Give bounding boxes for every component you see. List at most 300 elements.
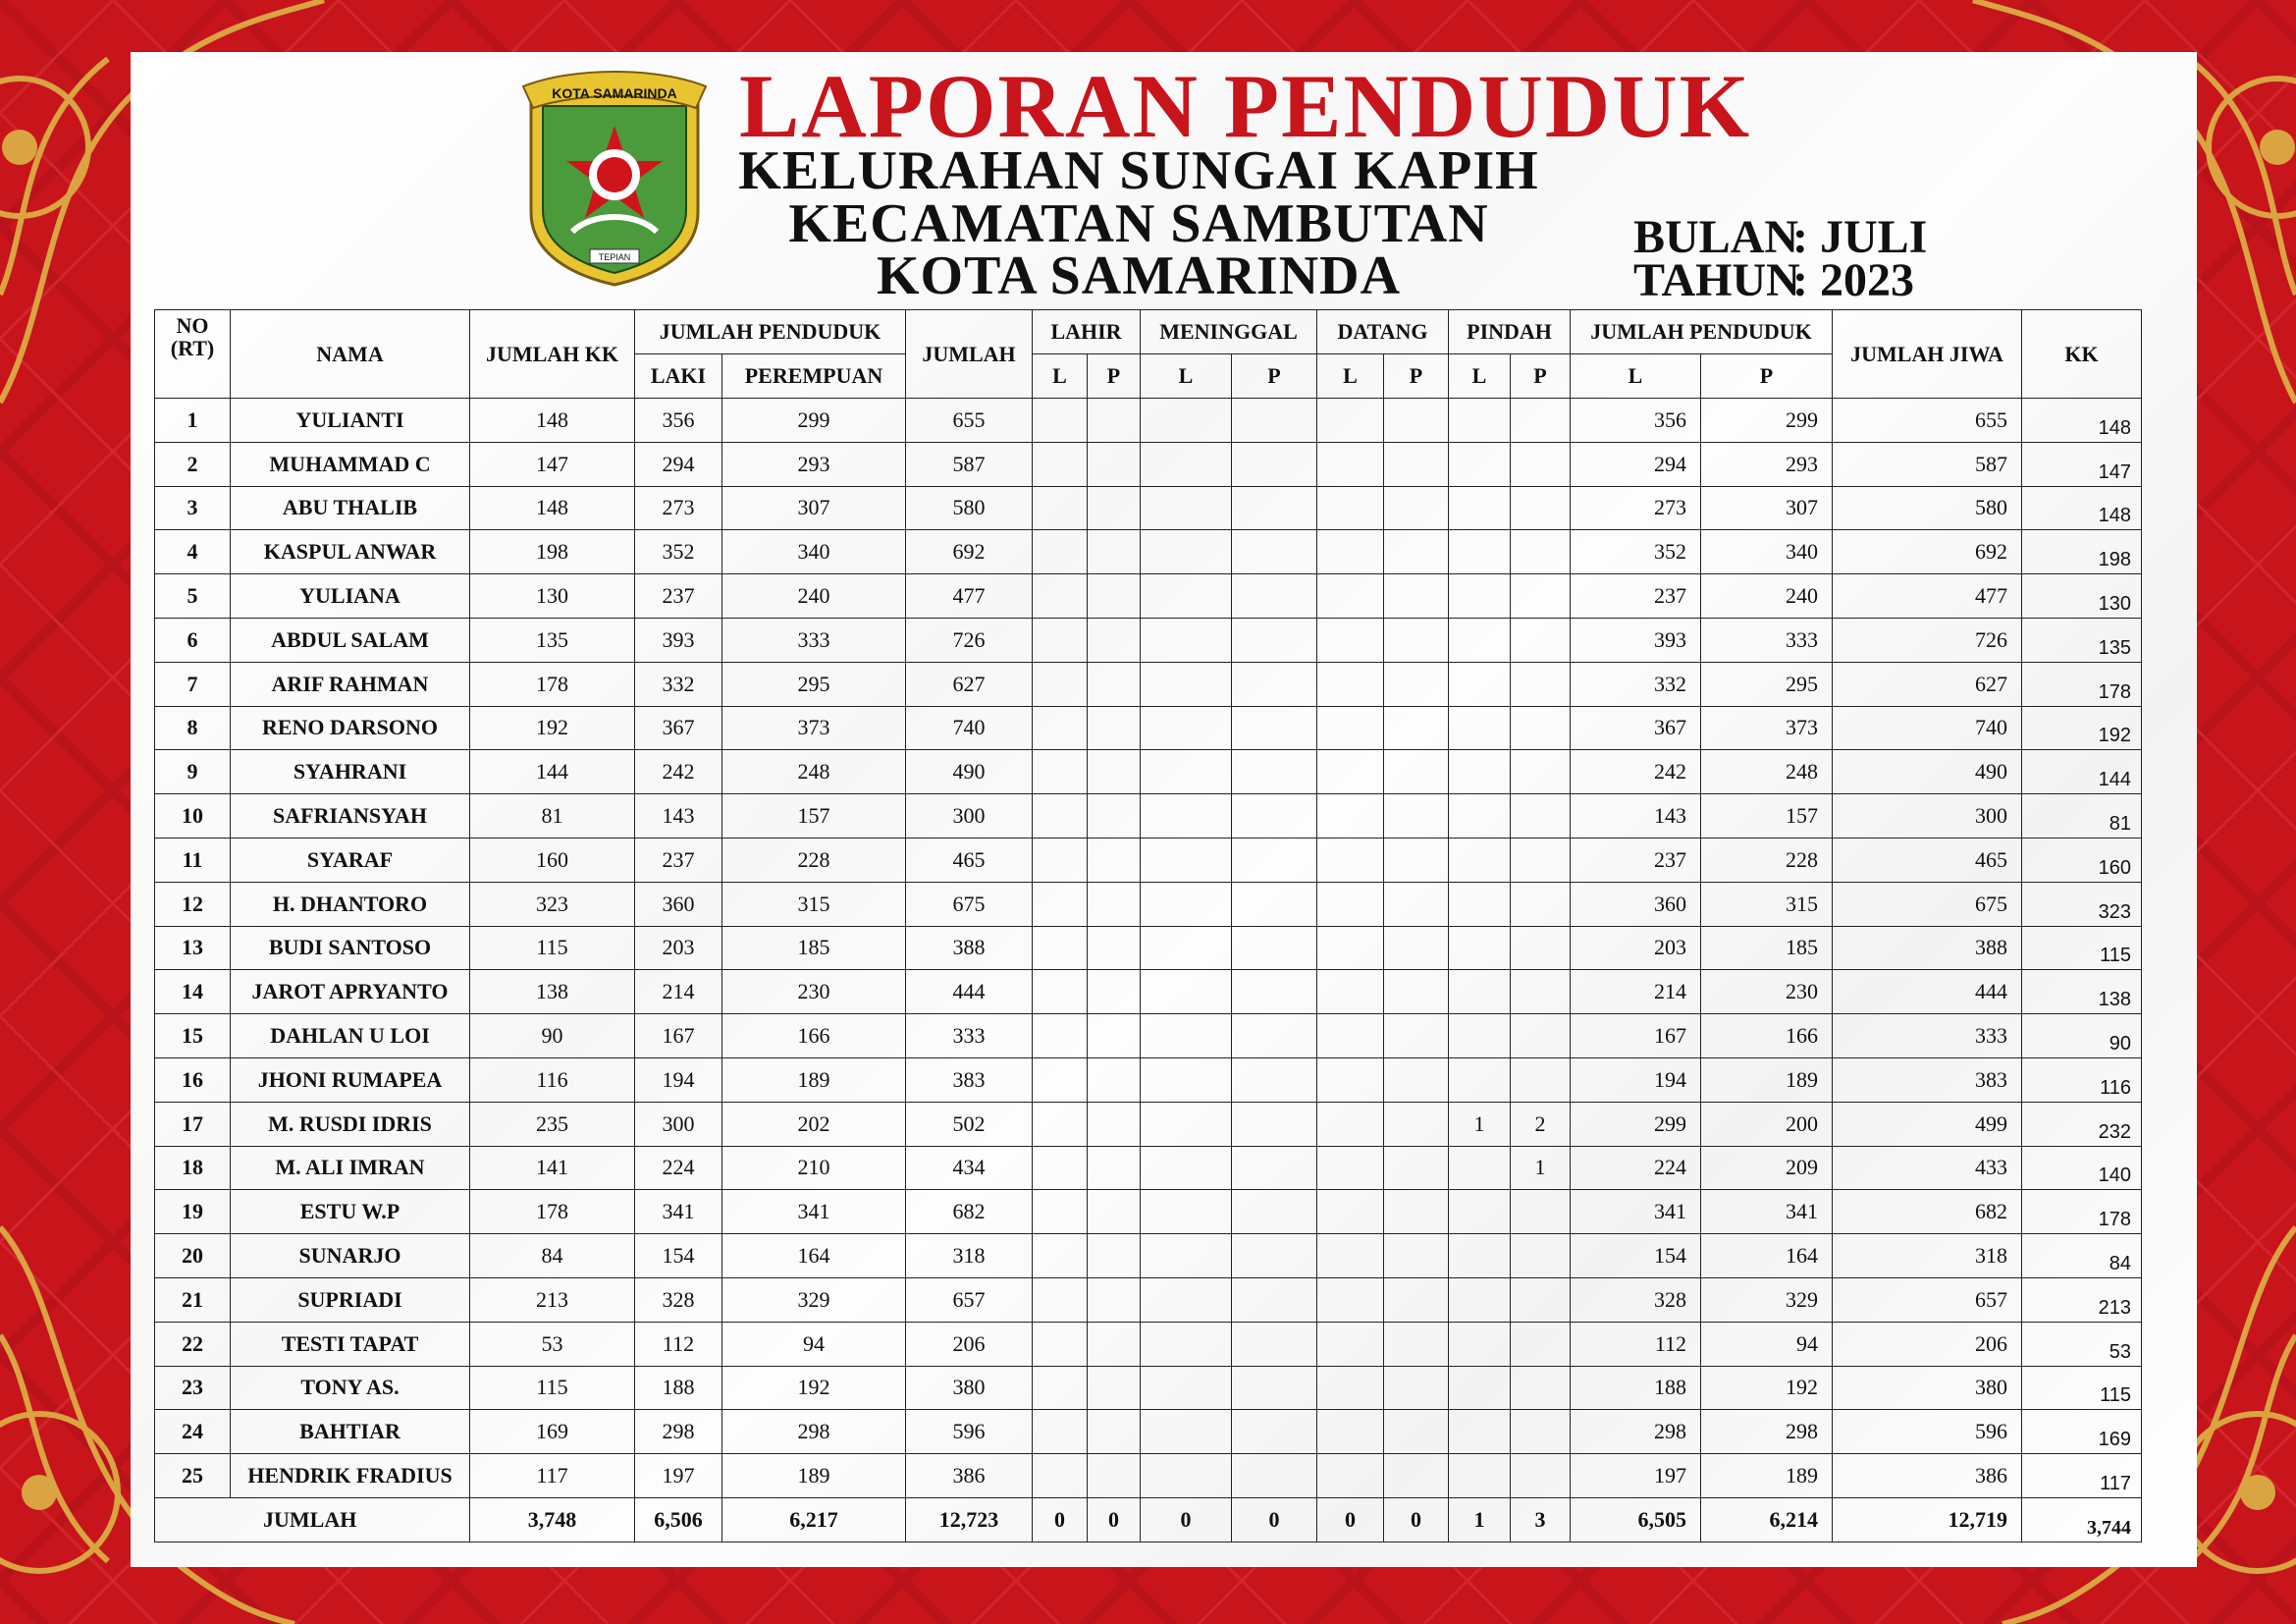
col-datang-l: L — [1317, 354, 1384, 399]
cell-laki: 332 — [635, 662, 722, 706]
report-title: LAPORAN PENDUDUK — [739, 56, 1752, 156]
cell-nama: M. RUSDI IDRIS — [231, 1102, 470, 1146]
cell-datang-p — [1384, 1277, 1449, 1322]
cell-datang-l — [1317, 750, 1384, 794]
cell-no: 20 — [155, 1234, 231, 1278]
cell-nama: M. ALI IMRAN — [231, 1146, 470, 1190]
cell-no: 25 — [155, 1454, 231, 1498]
cell-akhir-p: 192 — [1701, 1366, 1833, 1410]
cell-no: 19 — [155, 1190, 231, 1234]
cell-lahir-l — [1033, 926, 1088, 970]
cell-lahir-l — [1033, 1057, 1088, 1102]
cell-pindah-l — [1449, 662, 1511, 706]
cell-kk-akhir: 192 — [2022, 706, 2142, 750]
cell-akhir-l: 294 — [1571, 442, 1701, 486]
cell-kk-akhir: 178 — [2022, 662, 2142, 706]
cell-akhir-p: 373 — [1701, 706, 1833, 750]
cell-lahir-p — [1088, 1234, 1141, 1278]
cell-pindah-p — [1511, 1234, 1571, 1278]
cell-lahir-p — [1088, 1454, 1141, 1498]
cell-perempuan: 329 — [722, 1277, 906, 1322]
cell-pindah-l — [1449, 574, 1511, 619]
cell-kk-akhir: 115 — [2022, 1366, 2142, 1410]
table-row — [155, 574, 2142, 619]
cell-akhir-l: 356 — [1571, 399, 1701, 443]
cell-jiwa: 444 — [1833, 970, 2022, 1014]
cell-kk-akhir: 117 — [2022, 1454, 2142, 1498]
cell-nama: DAHLAN U LOI — [231, 1014, 470, 1058]
cell-pindah-l — [1449, 1410, 1511, 1454]
total-lahir-p: 0 — [1088, 1497, 1141, 1542]
cell-jiwa: 587 — [1833, 442, 2022, 486]
cell-laki: 194 — [635, 1057, 722, 1102]
cell-kk: 90 — [470, 1014, 635, 1058]
cell-jumlah: 477 — [906, 574, 1033, 619]
cell-kk: 115 — [470, 1366, 635, 1410]
cell-lahir-p — [1088, 1014, 1141, 1058]
cell-lahir-l — [1033, 486, 1088, 530]
table-row — [155, 1410, 2142, 1454]
cell-no: 9 — [155, 750, 231, 794]
cell-no: 24 — [155, 1410, 231, 1454]
cell-pindah-l — [1449, 1366, 1511, 1410]
cell-perempuan: 228 — [722, 838, 906, 882]
cell-kk-akhir: 116 — [2022, 1057, 2142, 1102]
cell-datang-l — [1317, 1102, 1384, 1146]
cell-no: 21 — [155, 1277, 231, 1322]
cell-akhir-l: 224 — [1571, 1146, 1701, 1190]
cell-lahir-p — [1088, 970, 1141, 1014]
cell-pindah-p — [1511, 926, 1571, 970]
cell-perempuan: 189 — [722, 1454, 906, 1498]
total-laki: 6,506 — [635, 1497, 722, 1542]
cell-datang-l — [1317, 1366, 1384, 1410]
col-datang-p: P — [1384, 354, 1449, 399]
total-datang-p: 0 — [1384, 1497, 1449, 1542]
cell-meninggal-l — [1141, 882, 1232, 926]
total-kk: 3,748 — [470, 1497, 635, 1542]
cell-no: 12 — [155, 882, 231, 926]
cell-lahir-l — [1033, 1190, 1088, 1234]
cell-akhir-p: 315 — [1701, 882, 1833, 926]
cell-perempuan: 373 — [722, 706, 906, 750]
cell-jiwa: 383 — [1833, 1057, 2022, 1102]
cell-laki: 294 — [635, 442, 722, 486]
tahun-line — [1633, 254, 1914, 306]
cell-meninggal-p — [1232, 1410, 1317, 1454]
cell-lahir-l — [1033, 970, 1088, 1014]
cell-kk: 130 — [470, 574, 635, 619]
cell-jumlah: 333 — [906, 1014, 1033, 1058]
cell-no: 16 — [155, 1057, 231, 1102]
cell-lahir-p — [1088, 442, 1141, 486]
cell-meninggal-l — [1141, 838, 1232, 882]
cell-laki: 167 — [635, 1014, 722, 1058]
cell-akhir-p: 295 — [1701, 662, 1833, 706]
cell-datang-l — [1317, 882, 1384, 926]
cell-nama: MUHAMMAD C — [231, 442, 470, 486]
cell-nama: SUPRIADI — [231, 1277, 470, 1322]
cell-laki: 360 — [635, 882, 722, 926]
cell-meninggal-l — [1141, 486, 1232, 530]
cell-kk: 178 — [470, 1190, 635, 1234]
cell-datang-p — [1384, 926, 1449, 970]
cell-pindah-l — [1449, 530, 1511, 574]
cell-meninggal-l — [1141, 750, 1232, 794]
cell-laki: 154 — [635, 1234, 722, 1278]
cell-jumlah: 596 — [906, 1410, 1033, 1454]
cell-akhir-p: 230 — [1701, 970, 1833, 1014]
cell-pindah-p — [1511, 970, 1571, 1014]
col-no: NO (RT) — [155, 310, 231, 399]
cell-datang-p — [1384, 1146, 1449, 1190]
cell-datang-p — [1384, 442, 1449, 486]
cell-kk: 148 — [470, 486, 635, 530]
cell-jumlah: 380 — [906, 1366, 1033, 1410]
cell-pindah-p — [1511, 794, 1571, 839]
cell-akhir-p: 228 — [1701, 838, 1833, 882]
cell-pindah-p — [1511, 1277, 1571, 1322]
cell-meninggal-l — [1141, 1322, 1232, 1366]
cell-kk: 198 — [470, 530, 635, 574]
total-pindah-l: 1 — [1449, 1497, 1511, 1542]
cell-jumlah: 682 — [906, 1190, 1033, 1234]
cell-meninggal-p — [1232, 574, 1317, 619]
cell-jumlah: 206 — [906, 1322, 1033, 1366]
table-row — [155, 882, 2142, 926]
cell-perempuan: 230 — [722, 970, 906, 1014]
cell-perempuan: 202 — [722, 1102, 906, 1146]
col-jumlah-kk: JUMLAH KK — [470, 310, 635, 399]
cell-meninggal-l — [1141, 442, 1232, 486]
cell-jumlah: 655 — [906, 399, 1033, 443]
cell-datang-l — [1317, 1322, 1384, 1366]
tahun-value: : 2023 — [1792, 254, 1914, 306]
cell-laki: 356 — [635, 399, 722, 443]
cell-akhir-l: 214 — [1571, 970, 1701, 1014]
cell-meninggal-l — [1141, 1014, 1232, 1058]
cell-jumlah: 675 — [906, 882, 1033, 926]
cell-akhir-l: 242 — [1571, 750, 1701, 794]
cell-datang-p — [1384, 486, 1449, 530]
cell-perempuan: 185 — [722, 926, 906, 970]
cell-laki: 242 — [635, 750, 722, 794]
cell-laki: 143 — [635, 794, 722, 839]
cell-jiwa: 682 — [1833, 1190, 2022, 1234]
table-row — [155, 794, 2142, 839]
cell-kk: 53 — [470, 1322, 635, 1366]
cell-akhir-l: 341 — [1571, 1190, 1701, 1234]
kecamatan-line: KECAMATAN SAMBUTAN — [788, 193, 1489, 254]
cell-meninggal-p — [1232, 618, 1317, 662]
table-row — [155, 706, 2142, 750]
cell-pindah-p — [1511, 838, 1571, 882]
cell-nama: JHONI RUMAPEA — [231, 1057, 470, 1102]
cell-kk-akhir: 144 — [2022, 750, 2142, 794]
cell-kk: 235 — [470, 1102, 635, 1146]
cell-lahir-l — [1033, 706, 1088, 750]
cell-datang-l — [1317, 970, 1384, 1014]
cell-akhir-p: 157 — [1701, 794, 1833, 839]
col-lahir-l: L — [1033, 354, 1088, 399]
cell-pindah-l — [1449, 399, 1511, 443]
cell-kk: 115 — [470, 926, 635, 970]
cell-datang-p — [1384, 1322, 1449, 1366]
cell-datang-p — [1384, 838, 1449, 882]
cell-pindah-l — [1449, 1234, 1511, 1278]
cell-akhir-l: 328 — [1571, 1277, 1701, 1322]
cell-datang-l — [1317, 618, 1384, 662]
cell-akhir-p: 340 — [1701, 530, 1833, 574]
table-row — [155, 486, 2142, 530]
cell-kk-akhir: 323 — [2022, 882, 2142, 926]
cell-meninggal-p — [1232, 1057, 1317, 1102]
cell-no: 22 — [155, 1322, 231, 1366]
cell-kk-akhir: 90 — [2022, 1014, 2142, 1058]
cell-laki: 224 — [635, 1146, 722, 1190]
table-row — [155, 618, 2142, 662]
bulan-label: BULAN — [1633, 211, 1799, 263]
cell-pindah-l — [1449, 882, 1511, 926]
table-row — [155, 399, 2142, 443]
cell-datang-l — [1317, 794, 1384, 839]
cell-lahir-p — [1088, 662, 1141, 706]
cell-datang-l — [1317, 442, 1384, 486]
table-row — [155, 926, 2142, 970]
cell-kk-akhir: 198 — [2022, 530, 2142, 574]
cell-pindah-p — [1511, 1454, 1571, 1498]
cell-no: 6 — [155, 618, 231, 662]
table-row — [155, 1234, 2142, 1278]
cell-lahir-l — [1033, 618, 1088, 662]
total-datang-l: 0 — [1317, 1497, 1384, 1542]
cell-kk-akhir: 84 — [2022, 1234, 2142, 1278]
cell-perempuan: 315 — [722, 882, 906, 926]
cell-meninggal-l — [1141, 970, 1232, 1014]
cell-nama: BUDI SANTOSO — [231, 926, 470, 970]
cell-pindah-p — [1511, 1190, 1571, 1234]
cell-lahir-p — [1088, 1057, 1141, 1102]
cell-kk-akhir: 130 — [2022, 574, 2142, 619]
cell-datang-p — [1384, 1190, 1449, 1234]
cell-akhir-p: 189 — [1701, 1454, 1833, 1498]
cell-kk-akhir: 81 — [2022, 794, 2142, 839]
cell-akhir-l: 298 — [1571, 1410, 1701, 1454]
cell-meninggal-l — [1141, 1057, 1232, 1102]
cell-meninggal-l — [1141, 1146, 1232, 1190]
cell-pindah-p — [1511, 1057, 1571, 1102]
cell-pindah-l — [1449, 618, 1511, 662]
col-laki: LAKI — [635, 354, 722, 399]
cell-lahir-l — [1033, 1454, 1088, 1498]
cell-pindah-p — [1511, 530, 1571, 574]
cell-jumlah: 434 — [906, 1146, 1033, 1190]
cell-meninggal-l — [1141, 1234, 1232, 1278]
cell-nama: ESTU W.P — [231, 1190, 470, 1234]
cell-laki: 300 — [635, 1102, 722, 1146]
cell-akhir-p: 240 — [1701, 574, 1833, 619]
kelurahan-line: KELURAHAN SUNGAI KAPIH — [738, 140, 1539, 201]
cell-no: 4 — [155, 530, 231, 574]
table-row — [155, 1190, 2142, 1234]
cell-jumlah: 692 — [906, 530, 1033, 574]
cell-lahir-l — [1033, 1234, 1088, 1278]
cell-datang-p — [1384, 970, 1449, 1014]
cell-nama: ARIF RAHMAN — [231, 662, 470, 706]
cell-akhir-l: 112 — [1571, 1322, 1701, 1366]
cell-pindah-l — [1449, 794, 1511, 839]
cell-lahir-l — [1033, 574, 1088, 619]
cell-jumlah: 300 — [906, 794, 1033, 839]
cell-datang-p — [1384, 1102, 1449, 1146]
cell-pindah-p — [1511, 486, 1571, 530]
cell-lahir-p — [1088, 1102, 1141, 1146]
cell-akhir-p: 164 — [1701, 1234, 1833, 1278]
cell-pindah-p — [1511, 1014, 1571, 1058]
cell-akhir-l: 188 — [1571, 1366, 1701, 1410]
cell-perempuan: 210 — [722, 1146, 906, 1190]
bulan-value: : JULI — [1792, 211, 1928, 263]
col-lahir: LAHIR — [1033, 310, 1141, 354]
cell-laki: 203 — [635, 926, 722, 970]
cell-jiwa: 433 — [1833, 1146, 2022, 1190]
cell-pindah-l — [1449, 706, 1511, 750]
cell-jumlah: 740 — [906, 706, 1033, 750]
cell-kk: 84 — [470, 1234, 635, 1278]
col-jumlah-jiwa: JUMLAH JIWA — [1833, 310, 2022, 399]
cell-meninggal-p — [1232, 1014, 1317, 1058]
cell-jiwa: 490 — [1833, 750, 2022, 794]
kota-line: KOTA SAMARINDA — [876, 245, 1402, 306]
total-label: JUMLAH — [155, 1497, 470, 1542]
cell-lahir-p — [1088, 794, 1141, 839]
cell-meninggal-l — [1141, 618, 1232, 662]
cell-pindah-l — [1449, 1190, 1511, 1234]
cell-akhir-l: 143 — [1571, 794, 1701, 839]
cell-lahir-p — [1088, 530, 1141, 574]
cell-lahir-p — [1088, 750, 1141, 794]
cell-datang-p — [1384, 574, 1449, 619]
cell-akhir-l: 360 — [1571, 882, 1701, 926]
cell-meninggal-p — [1232, 486, 1317, 530]
table-row — [155, 1322, 2142, 1366]
cell-kk-akhir: 147 — [2022, 442, 2142, 486]
cell-lahir-l — [1033, 1102, 1088, 1146]
cell-datang-l — [1317, 486, 1384, 530]
cell-jiwa: 740 — [1833, 706, 2022, 750]
cell-datang-p — [1384, 1057, 1449, 1102]
cell-pindah-p — [1511, 1410, 1571, 1454]
cell-nama: BAHTIAR — [231, 1410, 470, 1454]
cell-jumlah: 627 — [906, 662, 1033, 706]
cell-datang-p — [1384, 706, 1449, 750]
cell-meninggal-p — [1232, 1234, 1317, 1278]
cell-meninggal-l — [1141, 662, 1232, 706]
cell-akhir-l: 167 — [1571, 1014, 1701, 1058]
cell-nama: SYARAF — [231, 838, 470, 882]
cell-no: 8 — [155, 706, 231, 750]
cell-nama: SYAHRANI — [231, 750, 470, 794]
cell-kk: 117 — [470, 1454, 635, 1498]
cell-datang-l — [1317, 1410, 1384, 1454]
cell-perempuan: 166 — [722, 1014, 906, 1058]
cell-lahir-l — [1033, 530, 1088, 574]
cell-jumlah: 444 — [906, 970, 1033, 1014]
cell-kk-akhir: 178 — [2022, 1190, 2142, 1234]
cell-kk-akhir: 140 — [2022, 1146, 2142, 1190]
cell-kk: 178 — [470, 662, 635, 706]
cell-jumlah: 657 — [906, 1277, 1033, 1322]
cell-datang-l — [1317, 1146, 1384, 1190]
cell-jiwa: 627 — [1833, 662, 2022, 706]
cell-meninggal-l — [1141, 1410, 1232, 1454]
cell-pindah-p — [1511, 1322, 1571, 1366]
cell-pindah-l — [1449, 1057, 1511, 1102]
col-jumlah-penduduk: JUMLAH PENDUDUK — [635, 310, 906, 354]
total-lahir-l: 0 — [1033, 1497, 1088, 1542]
cell-akhir-l: 299 — [1571, 1102, 1701, 1146]
cell-no: 2 — [155, 442, 231, 486]
col-pindah-l: L — [1449, 354, 1511, 399]
cell-lahir-p — [1088, 882, 1141, 926]
cell-laki: 197 — [635, 1454, 722, 1498]
cell-datang-p — [1384, 662, 1449, 706]
cell-kk: 144 — [470, 750, 635, 794]
cell-akhir-l: 393 — [1571, 618, 1701, 662]
cell-nama: SUNARJO — [231, 1234, 470, 1278]
cell-datang-l — [1317, 1234, 1384, 1278]
total-row — [155, 1497, 2142, 1542]
cell-perempuan: 240 — [722, 574, 906, 619]
cell-perempuan: 299 — [722, 399, 906, 443]
cell-lahir-p — [1088, 1146, 1141, 1190]
cell-jumlah: 318 — [906, 1234, 1033, 1278]
total-jiwa: 12,719 — [1833, 1497, 2022, 1542]
cell-akhir-l: 332 — [1571, 662, 1701, 706]
cell-pindah-l — [1449, 486, 1511, 530]
cell-meninggal-p — [1232, 1454, 1317, 1498]
cell-jumlah: 386 — [906, 1454, 1033, 1498]
cell-lahir-p — [1088, 399, 1141, 443]
cell-meninggal-p — [1232, 882, 1317, 926]
cell-meninggal-p — [1232, 1322, 1317, 1366]
cell-nama: YULIANTI — [231, 399, 470, 443]
cell-jiwa: 477 — [1833, 574, 2022, 619]
cell-meninggal-p — [1232, 399, 1317, 443]
cell-lahir-p — [1088, 838, 1141, 882]
cell-laki: 298 — [635, 1410, 722, 1454]
cell-kk: 135 — [470, 618, 635, 662]
cell-lahir-l — [1033, 750, 1088, 794]
cell-meninggal-p — [1232, 1146, 1317, 1190]
total-pindah-p: 3 — [1511, 1497, 1571, 1542]
cell-nama: TONY AS. — [231, 1366, 470, 1410]
cell-akhir-l: 237 — [1571, 574, 1701, 619]
cell-pindah-l — [1449, 970, 1511, 1014]
cell-lahir-l — [1033, 1366, 1088, 1410]
col-nama: NAMA — [231, 310, 470, 399]
cell-lahir-p — [1088, 486, 1141, 530]
table-row — [155, 1146, 2142, 1190]
cell-datang-l — [1317, 926, 1384, 970]
cell-meninggal-p — [1232, 926, 1317, 970]
cell-perempuan: 307 — [722, 486, 906, 530]
cell-lahir-p — [1088, 706, 1141, 750]
cell-no: 5 — [155, 574, 231, 619]
cell-datang-p — [1384, 794, 1449, 839]
cell-perempuan: 333 — [722, 618, 906, 662]
cell-kk: 323 — [470, 882, 635, 926]
